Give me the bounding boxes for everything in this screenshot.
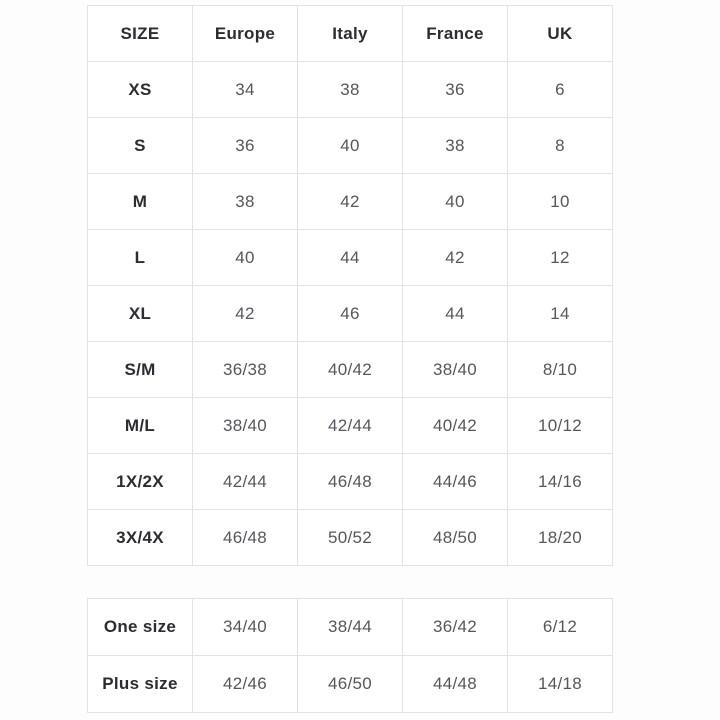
table-row [88, 230, 613, 286]
size-value-cell: 40/42 [403, 398, 508, 454]
size-value-cell: 46 [298, 286, 403, 342]
size-value-cell: 14/16 [508, 454, 613, 510]
size-value-cell: 40 [193, 230, 298, 286]
size-value-cell: 44 [403, 286, 508, 342]
size-value-cell: 8/10 [508, 342, 613, 398]
size-label-cell: M/L [88, 398, 193, 454]
size-value-cell: 36 [403, 62, 508, 118]
size-value-cell: 36 [193, 118, 298, 174]
size-value-cell: 8 [508, 118, 613, 174]
column-header-uk: UK [508, 6, 613, 62]
size-label-cell: One size [88, 599, 193, 656]
size-value-cell: 14 [508, 286, 613, 342]
size-value-cell: 46/48 [193, 510, 298, 566]
size-value-cell: 6/12 [508, 599, 613, 656]
table-row [88, 286, 613, 342]
size-value-cell: 44/46 [403, 454, 508, 510]
size-value-cell: 50/52 [298, 510, 403, 566]
size-label-cell: S/M [88, 342, 193, 398]
column-header-size: SIZE [88, 6, 193, 62]
size-value-cell: 42 [298, 174, 403, 230]
size-value-cell: 6 [508, 62, 613, 118]
header-row [88, 6, 613, 62]
column-header-france: France [403, 6, 508, 62]
size-value-cell: 40 [298, 118, 403, 174]
size-value-cell: 42/44 [193, 454, 298, 510]
size-value-cell: 40 [403, 174, 508, 230]
size-conversion-table [87, 5, 613, 566]
table-row [88, 656, 613, 713]
size-value-cell: 44 [298, 230, 403, 286]
size-label-cell: M [88, 174, 193, 230]
size-value-cell: 40/42 [298, 342, 403, 398]
size-value-cell: 42 [403, 230, 508, 286]
size-value-cell: 38 [403, 118, 508, 174]
size-value-cell: 34 [193, 62, 298, 118]
size-value-cell: 36/42 [403, 599, 508, 656]
table-row [88, 454, 613, 510]
table-row [88, 62, 613, 118]
size-label-cell: S [88, 118, 193, 174]
table-row [88, 118, 613, 174]
size-label-cell: 1X/2X [88, 454, 193, 510]
size-label-cell: XS [88, 62, 193, 118]
table-row [88, 510, 613, 566]
size-value-cell: 38/40 [193, 398, 298, 454]
size-value-cell: 38/40 [403, 342, 508, 398]
size-value-cell: 10/12 [508, 398, 613, 454]
table-row [88, 342, 613, 398]
size-value-cell: 38/44 [298, 599, 403, 656]
size-value-cell: 38 [298, 62, 403, 118]
size-value-cell: 48/50 [403, 510, 508, 566]
size-value-cell: 42/46 [193, 656, 298, 713]
size-value-cell: 42/44 [298, 398, 403, 454]
size-value-cell: 36/38 [193, 342, 298, 398]
size-value-cell: 34/40 [193, 599, 298, 656]
size-value-cell: 44/48 [403, 656, 508, 713]
size-label-cell: XL [88, 286, 193, 342]
special-sizes-table [87, 598, 613, 713]
size-label-cell: Plus size [88, 656, 193, 713]
size-value-cell: 42 [193, 286, 298, 342]
size-value-cell: 46/48 [298, 454, 403, 510]
size-value-cell: 14/18 [508, 656, 613, 713]
size-value-cell: 18/20 [508, 510, 613, 566]
size-value-cell: 38 [193, 174, 298, 230]
size-label-cell: L [88, 230, 193, 286]
size-value-cell: 10 [508, 174, 613, 230]
size-value-cell: 46/50 [298, 656, 403, 713]
size-value-cell: 12 [508, 230, 613, 286]
column-header-italy: Italy [298, 6, 403, 62]
size-label-cell: 3X/4X [88, 510, 193, 566]
column-header-europe: Europe [193, 6, 298, 62]
table-row [88, 174, 613, 230]
table-row [88, 398, 613, 454]
table-row [88, 599, 613, 656]
